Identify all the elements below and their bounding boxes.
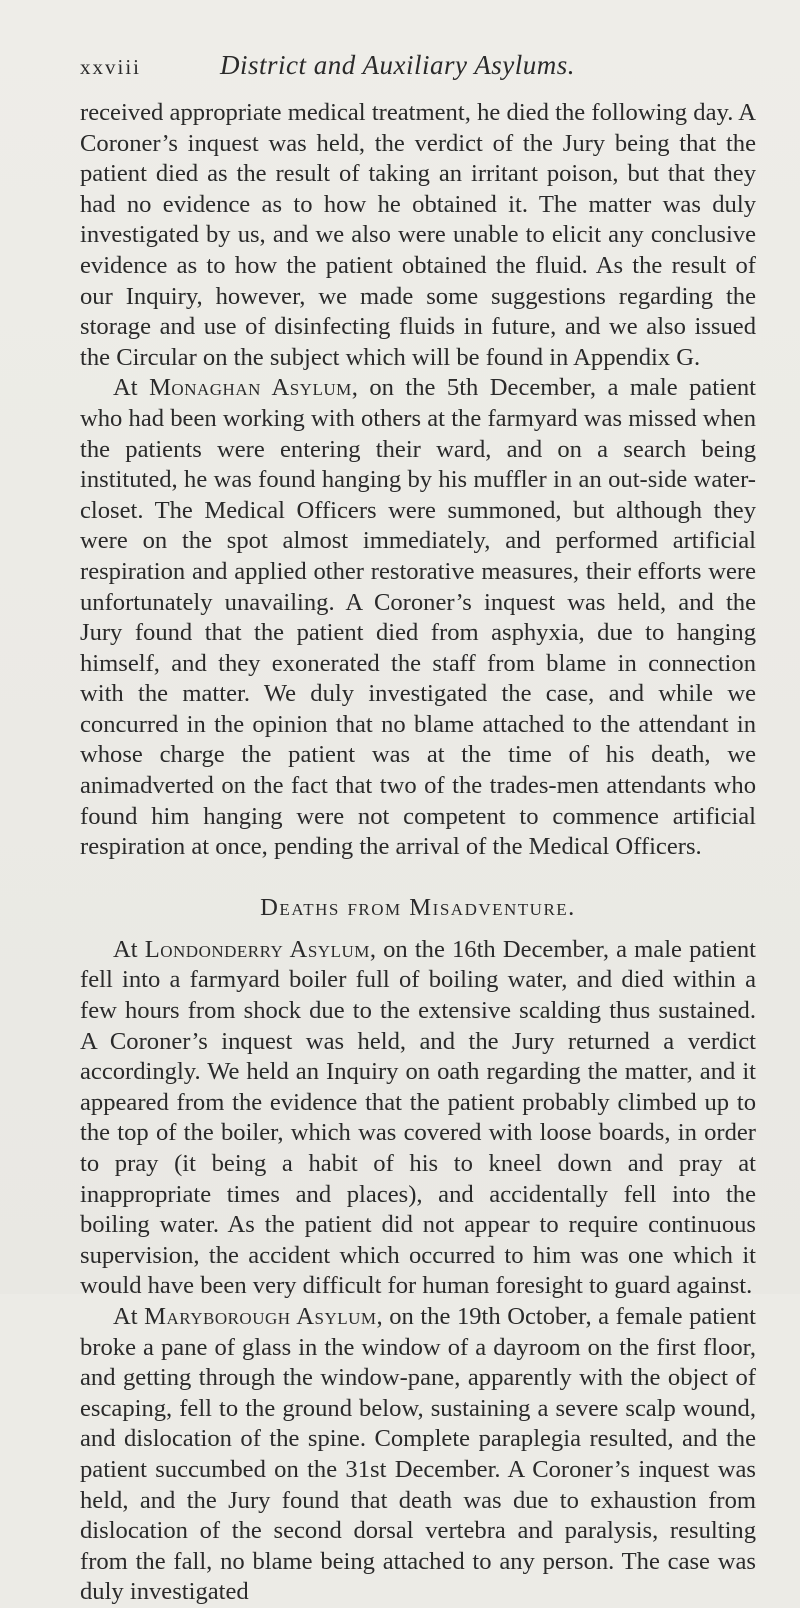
paragraph-text: , on the 5th December, a male patient who had been working with others at the farmyard was missed when the patients were entering their ward, and on a search being instituted, he was found hanging by his muffler in an out-side water-closet. The Medical Officers were summoned, but although they were on the spot almost immediately, and performed artificial respiration and applied other restorative measures, their efforts were unfortunately unavailing. A Coroner’s inquest was held, and the Jury found that the patient died from asphyxia, due to hanging himself, and they exonerated the staff from blame in connection with the matter. We duly investigated the case, and while we concurred in the opinion that no blame attached to the attendant in whose charge the patient was at the time of his death, we animadverted on the fact that two of the trades-men attendants who found him hanging were not competent to commence artificial respiration at once, pending the arrival of the Medical Officers. xyxy=(80,374,757,861)
section-heading: Deaths from Misadventure. xyxy=(260,893,576,921)
asylum-name: Monaghan Asylum xyxy=(149,374,352,402)
running-title: District and Auxiliary Asylums. xyxy=(220,50,575,80)
paragraph-maryborough xyxy=(80,1302,756,1608)
paragraph-londonderry xyxy=(80,935,756,1302)
asylum-name: Londonderry Asylum xyxy=(144,935,370,963)
paragraph-lead: At xyxy=(113,935,145,963)
paragraph-text: , on the 16th December, a male patient fell into a farmyard boiler full of boiling water, and died within a few hours from shock due to the extensive scalding thus sustained. A Coroner’s inquest was held, and the Jury returned a verdict accordingly. We held an Inquiry on oath regarding the matter, and it appeared from the evidence that the patient probably climbed up to the top of the boiler, which was covered with loose boards, in order to pray (it being a habit of his to kneel down and pray at inappropriate times and places), and accidentally fell into the boiling water. As the patient did not appear to require continuous supervision, the accident which occurred to him was one which it would have been very difficult for human foresight to guard against. xyxy=(80,935,757,1300)
paragraph-lead: At xyxy=(113,374,150,402)
paragraph-monaghan xyxy=(80,373,756,863)
asylum-name: Maryborough Asylum xyxy=(144,1302,377,1330)
page-number: xxviii xyxy=(80,55,142,79)
paragraph-continued xyxy=(80,98,756,373)
running-head xyxy=(80,50,756,94)
paragraph-text: received appropriate medical treatment, he died the following day. A Coroner’s inquest was held, the verdict of the Jury being that the patient died as the result of taking an irritant poison, but that they had no evidence as to how he obtained it. The matter was duly investigated by us, and we also were unable to elicit any conclusive evidence as to how the patient obtained the fluid. As the result of our Inquiry, however, we made some suggestions regarding the storage and use of disinfecting fluids in future, and we also issued the Circular on the subject which will be found in Appendix G. xyxy=(80,99,756,371)
paragraph-lead: At xyxy=(113,1302,145,1330)
paragraph-text: , on the 19th October, a female patient broke a pane of glass in the window of a dayroom on the first floor, and getting through the window-pane, apparently with the object of escaping, fell to the ground below, sustaining a severe scalp wound, and dislocation of the spine. Complete paraplegia resulted, and the patient succumbed on the 31st December. A Coroner’s inquest was held, and the Jury found that death was due to exhaustion from dislocation of the second dorsal vertebra and paralysis, resulting from the fall, no blame being attached to any person. The case was duly investigated xyxy=(80,1302,756,1606)
